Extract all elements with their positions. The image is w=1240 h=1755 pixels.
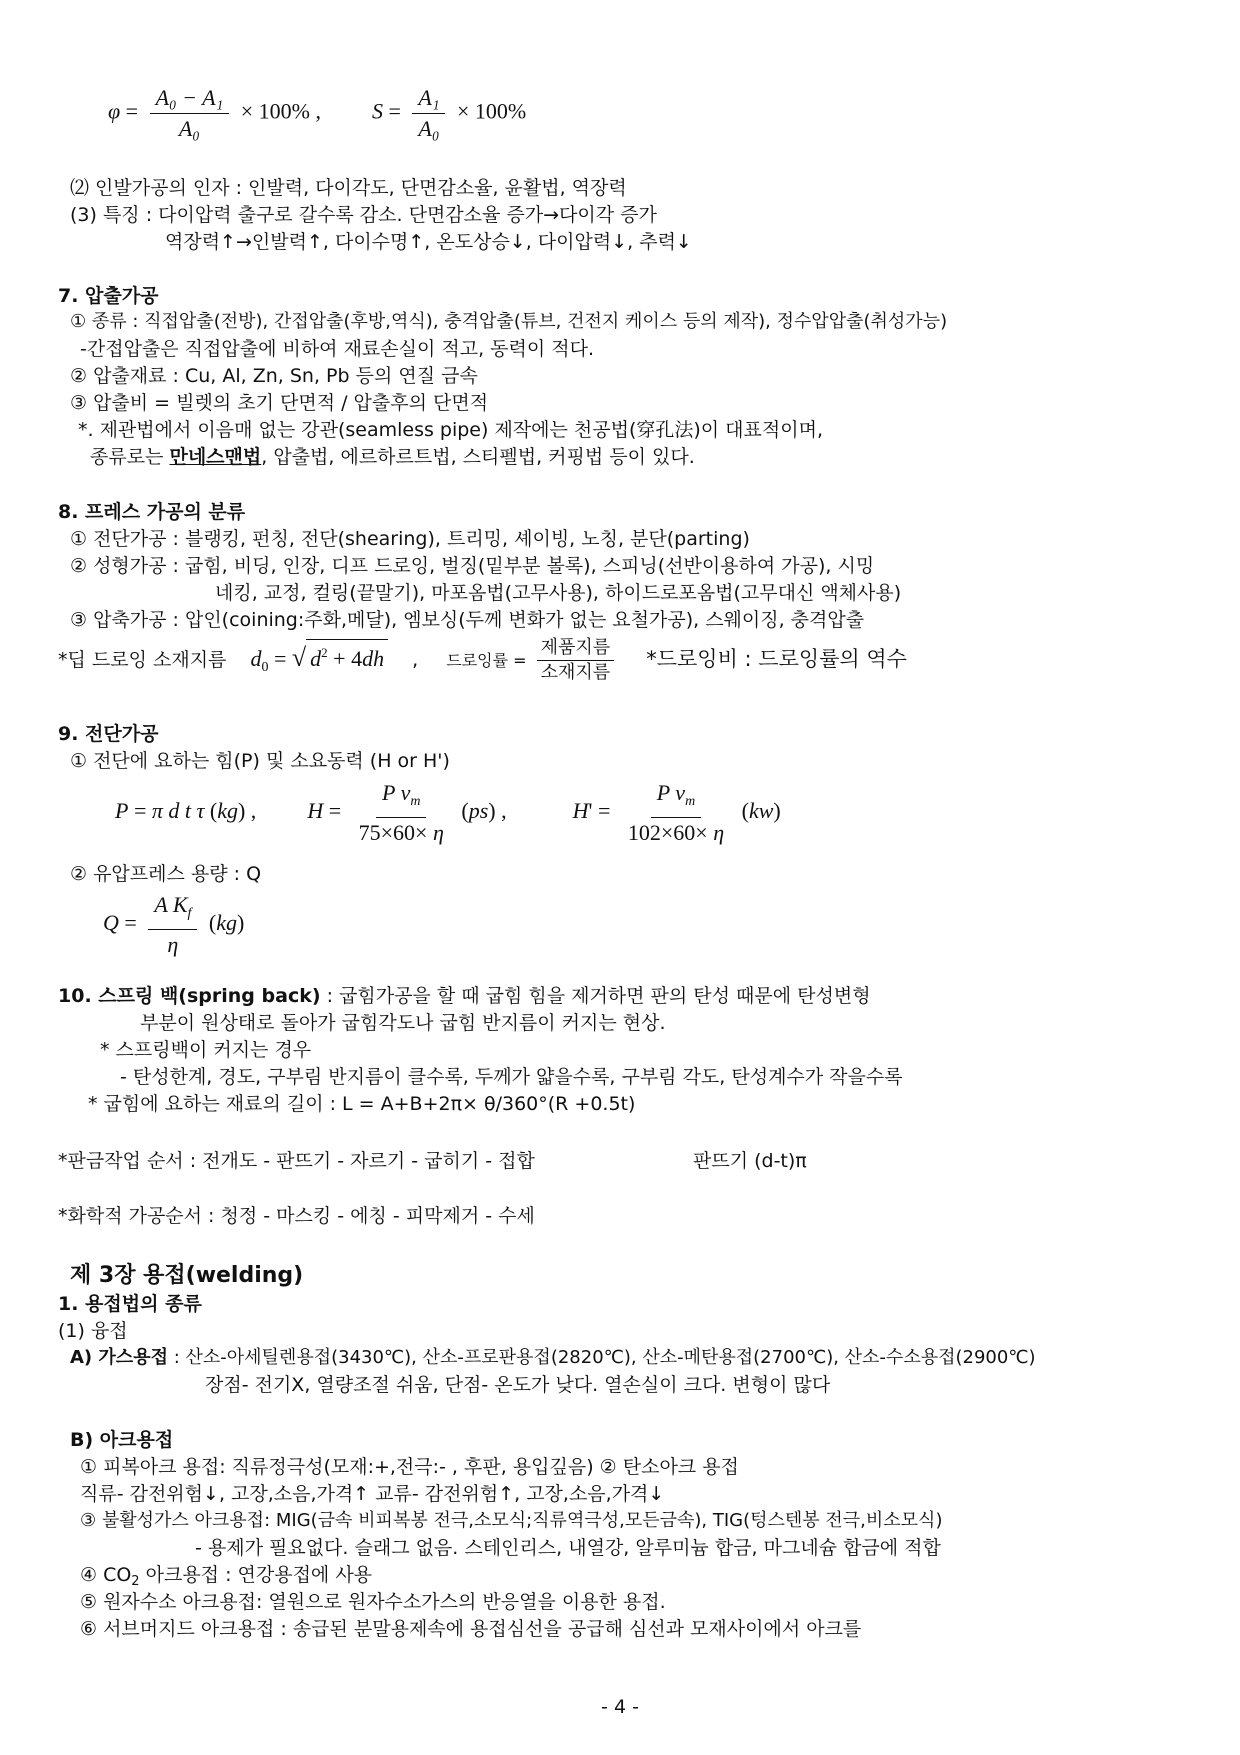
fraction-denominator: A₀ (178, 116, 200, 141)
co2-prefix: ④ CO (80, 1564, 132, 1586)
hydraulic-press-capacity: ② 유압프레스 용량 : Q (70, 863, 262, 885)
fraction-numerator: A₀ − A₁ (150, 85, 230, 114)
seamless-pipe-note: *. 제관법에서 이음매 없는 강관(seamless pipe) 제작에는 천공법(穿孔法)이 대표적이며, (78, 419, 823, 441)
sheet-metal-order: *판금작업 순서 : 전개도 - 판뜨기 - 자르기 - 굽히기 - 접합 (58, 1150, 535, 1172)
formula-hydraulic: Q = $\frac{A K_f}{\eta}$ (kg) (103, 892, 245, 957)
arc-inert-gas-note: - 용제가 필요없다. 슬래그 없음. 스테인리스, 내열강, 알루미늄 합금, 마그네슘 합금에 적합 (195, 1537, 941, 1559)
fusion-welding: (1) 융접 (58, 1320, 128, 1342)
springback-cases-title: * 스프링백이 커지는 경우 (100, 1039, 312, 1061)
co2-subscript: 2 (131, 1574, 140, 1589)
section-title-springback: 10. 스프링 백(spring back) (58, 985, 321, 1007)
press-compression: ③ 압축가공 : 압인(coining:주화,메달), 엠보싱(두께 변화가 없는 요철가공), 스웨이징, 충격압출 (70, 609, 865, 631)
extrusion-types: ① 종류 : 직접압출(전방), 간접압출(후방,역식), 충격압출(튜브, 건전지 케이스 등의 제작), 정수압압출(취성가능) (70, 311, 948, 332)
formula-shearing: P = π d t τ (kg) , H = $\frac{P v_m}{75\times 60\times \eta}$ (ps) , H' = $\frac{P v_m}{102\times 60\times \eta}$ (kw) (115, 780, 781, 845)
extrusion-material: ② 압출재료 : Cu, Al, Zn, Sn, Pb 등의 연질 금속 (70, 365, 478, 387)
fraction-numerator: A₁ (412, 85, 445, 114)
drawing-features-2: 역장력↑→인발력↑, 다이수명↑, 온도상승↓, 다이압력↓, 추력↓ (165, 231, 692, 253)
springback-cases: - 탄성한계, 경도, 구부림 반지름이 클수록, 두께가 얇을수록, 구부림 각도, 탄성계수가 작을수록 (120, 1066, 903, 1088)
fraction-numerator: 제품지름 (537, 637, 615, 661)
phi-symbol: φ (108, 98, 121, 124)
arc-shielded: ① 피복아크 용접: 직류정극성(모재:+,전극:- , 후판, 용입깊음) ② 탄소아크 용접 (80, 1456, 739, 1478)
drawing-factors: ⑵ 인발가공의 인자 : 인발력, 다이각도, 단면감소율, 윤활법, 역장력 (70, 177, 627, 199)
chapter-title-welding: 제 3장 용접(welding) (70, 1263, 304, 1288)
arc-atomic-hydrogen: ⑤ 원자수소 아크용접: 열원으로 원자수소가스의 반응열을 이용한 용접. (80, 1591, 666, 1613)
press-forming-2: 네킹, 교정, 컬링(끝말기), 마포옴법(고무사용), 하이드로포옴법(고무대신 액체사용) (215, 582, 902, 604)
fraction-denominator: A₀ (418, 116, 440, 141)
drawing-ratio-inverse: *드로잉비 : 드로잉률의 역수 (646, 647, 907, 671)
section-title-welding-types: 1. 용접법의 종류 (58, 1293, 202, 1315)
fraction-power-kw: $\frac{P v_m}{102\times 60\times \eta}$ (627, 780, 725, 845)
fraction-reduction (150, 85, 230, 142)
drawing-features: (3) 특징 : 다이압력 출구로 갈수록 감소. 단면감소율 증가→다이각 증가 (70, 204, 657, 226)
springback-def-2: 부분이 원상태로 돌아가 굽힘각도나 굽힘 반지름이 커지는 현상. (140, 1012, 666, 1034)
s-symbol: S (371, 98, 383, 124)
formula-reduction: φ = $\frac{\text{A₀ − A₁}}{\text{A₀}}$ × 100% , S = $\frac{\text{A₁}}{\text{A₀}}$ × 100% (108, 85, 527, 141)
arc-inert-gas: ③ 불활성가스 아크용접: MIG(금속 비피복봉 전극,소모식;직류역극성,모든금속), TIG(텅스텐봉 전극,비소모식) (80, 1510, 943, 1531)
shearing-force-line: ① 전단에 요하는 힘(P) 및 소요동력 (H or H') (70, 750, 450, 772)
deep-drawing-label: *딥 드로잉 소재지름 (58, 649, 227, 671)
section-title-extrusion: 7. 압출가공 (58, 285, 159, 307)
gas-welding-pros-cons: 장점- 전기X, 열량조절 쉬움, 단점- 온도가 낮다. 열손실이 크다. 변형이 많다 (205, 1374, 831, 1396)
extrusion-ratio: ③ 압출비 = 빌렛의 초기 단면적 / 압출후의 단면적 (70, 392, 489, 414)
chemical-process-order: *화학적 가공순서 : 청정 - 마스킹 - 에칭 - 피막제거 - 수세 (58, 1205, 535, 1227)
drawing-ratio-label: 드로잉률 = (446, 651, 527, 670)
press-forming: ② 성형가공 : 굽힘, 비딩, 인장, 디프 드로잉, 벌징(밑부분 볼록), 스피닝(선반이용하여 가공), 시밍 (70, 555, 875, 577)
bending-length: * 굽힘에 요하는 재료의 길이 : L = A+B+2π× θ/360°(R +0.5t) (88, 1093, 636, 1115)
multiplier-text: × 100% (456, 98, 527, 124)
arc-dc-ac: 직류- 감전위험↓, 고장,소음,가격↑ 교류- 감전위험↑, 고장,소음,가격↓ (80, 1483, 665, 1505)
fraction-denominator: 소재지름 (540, 662, 611, 683)
section-title-shearing: 9. 전단가공 (58, 723, 159, 745)
fraction-s (412, 85, 445, 142)
blanking-formula: 판뜨기 (d-t)π (693, 1150, 807, 1172)
springback-line (58, 984, 871, 1008)
gas-welding-line (70, 1346, 1036, 1370)
co2-suffix: 아크용접 : 연강용접에 사용 (139, 1564, 373, 1586)
deep-drawing-line (58, 636, 907, 690)
section-title-press: 8. 프레스 가공의 분류 (58, 501, 246, 523)
mannesmann-method: 만네스맨법 (169, 446, 262, 468)
fraction-capacity: $\frac{A K_f}{\eta}$ (148, 892, 197, 958)
multiplier-text: × 100% , (240, 98, 321, 124)
springback-def: : 굽힘가공을 할 때 굽힘 힘을 제거하면 판의 탄성 때문에 탄성변형 (320, 985, 871, 1007)
pipe-methods (90, 445, 695, 469)
deep-drawing-formula: $d_0$ = √ $d^2 + 4dh$ (250, 646, 388, 671)
page-number: - 4 - (601, 1696, 639, 1718)
arc-welding-title: B) 아크용접 (70, 1429, 174, 1451)
press-shearing: ① 전단가공 : 블랭킹, 펀칭, 전단(shearing), 트리밍, 셰이빙, 노칭, 분단(parting) (70, 528, 750, 550)
extrusion-note: -간접압출은 직접압출에 비하여 재료손실이 적고, 동력이 적다. (80, 338, 595, 360)
arc-submerged: ⑥ 서브머지드 아크용접 : 송급된 분말용제속에 용접심선을 공급해 심선과 모재사이에서 아크를 (80, 1618, 862, 1640)
gas-welding-label: A) 가스용접 (70, 1347, 168, 1368)
pipe-methods-suffix: , 압출법, 에르하르트법, 스티펠법, 커핑법 등이 있다. (261, 446, 695, 468)
comma: , (412, 649, 419, 671)
fraction-power-ps: $\frac{P v_m}{75\times 60\times \eta}$ (358, 780, 444, 845)
pipe-methods-prefix: 종류로는 (90, 446, 170, 468)
drawing-ratio-fraction (537, 637, 615, 684)
gas-welding-types: : 산소-아세틸렌용접(3430℃), 산소-프로판용접(2820℃), 산소-메탄용접(2700℃), 산소-수소용접(2900℃) (167, 1347, 1036, 1368)
